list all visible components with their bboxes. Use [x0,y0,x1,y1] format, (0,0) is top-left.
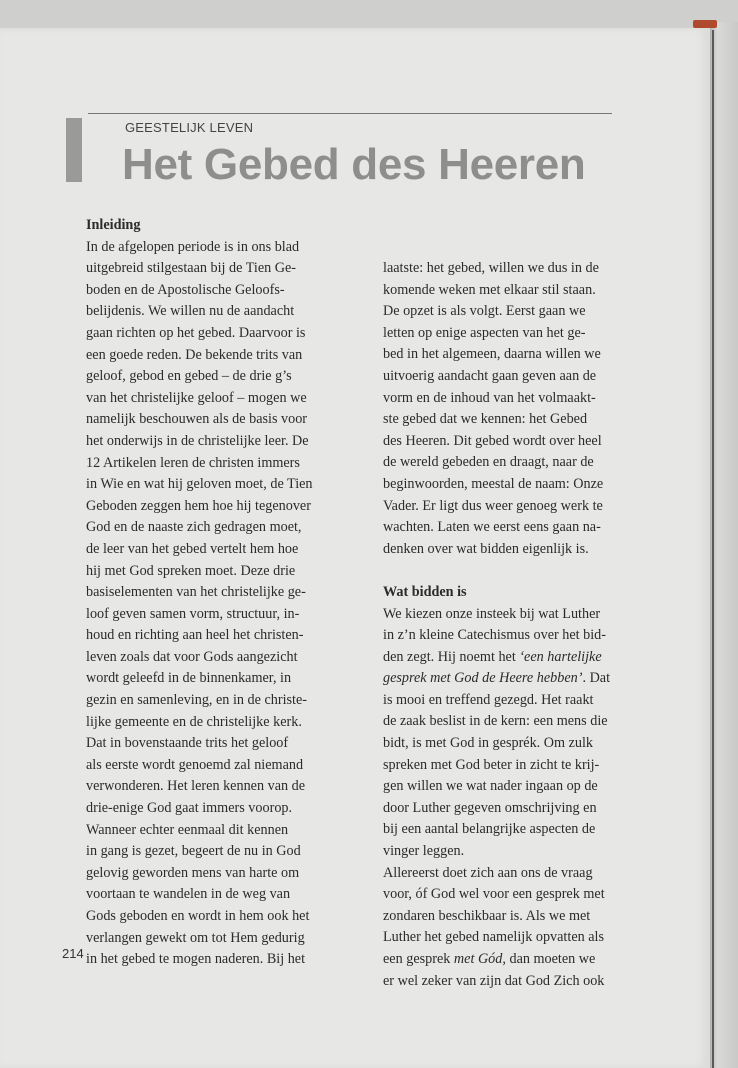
text-line: des Heeren. Dit gebed wordt over heel [383,432,602,449]
text-line: houd en richting aan heel het christen- [86,627,304,644]
text-fragment: . Dat [582,670,611,687]
text-line: verwonderen. Het leren kennen van de [86,778,306,795]
text-fragment: den zegt. Hij noemt het [383,648,520,665]
text-line: is mooi en treffend gezegd. Het raakt [383,691,594,708]
text-line: leven zoals dat voor Gods aangezicht [86,648,298,665]
text-line: uitvoerig aandacht gaan geven aan de [383,367,597,384]
text-line: Gods geboden en wordt in hem ook het [86,908,310,924]
text-line: verlangen gewekt om tot Hem gedurig [86,929,305,946]
text-line: gelovig geworden mens van harte om [86,864,300,881]
text-line: We kiezen onze insteek bij wat Luther [383,605,601,622]
text-line: in het gebed te mogen naderen. Bij het [86,951,306,968]
text-line: er wel zeker van zijn dat God Zich ook [383,972,605,989]
text-line: De opzet is als volgt. Eerst gaan we [383,303,586,320]
article-title: Het Gebed des Heeren [122,140,586,189]
text-line: boden en de Apostolische Geloofs- [86,281,285,298]
section-label: GEESTELIJK LEVEN [125,120,254,135]
text-line: drie-enige God gaat immers voorop. [86,800,293,817]
paragraph-gap [383,560,610,582]
text-line: belijdenis. We willen nu de aandacht [86,303,295,320]
text-fragment: een gesprek [383,951,454,967]
text-line: in gang is gezet, begeert de nu in God [86,843,301,860]
text-line: 12 Artikelen leren de christen immers [86,454,300,471]
page-number: 214 [62,946,84,961]
text-line: loof geven samen vorm, structuur, in- [86,605,300,622]
text-line: door Luther gegeven omschrijving en [383,799,597,816]
text-line: laatste: het gebed, willen we dus in de [383,260,599,276]
text-line: de wereld gebeden en draagt, naar de [383,454,594,471]
text-line: ste gebed dat we kennen: het Gebed [383,411,588,428]
text-line: vorm en de inhoud van het volmaakt- [383,389,596,406]
text-line: basiselementen van het christelijke ge- [86,584,306,601]
left-column [86,215,313,971]
text-line: bed in het algemeen, daarna willen we [383,346,601,363]
text-line: beginwoorden, meestal de naam: Onze [383,475,604,492]
luther-quote: gesprek met God de Heere hebben’ [383,670,583,687]
text-line: letten op enige aspecten van het ge- [383,324,586,341]
text-line: uitgebreid stilgestaan bij de Tien Ge- [86,260,297,277]
text-line: de zaak beslist in de kern: een mens die [383,713,608,730]
text-line: lijke gemeente en de christelijke kerk. [86,713,302,730]
text-line [383,647,610,669]
text-line: bidt, is met God in gesprék. Om zulk [383,735,594,752]
text-line: de leer van het gebed vertelt hem hoe [86,540,299,557]
heading-wat-bidden-is: Wat bidden is [383,583,467,600]
right-column [383,258,610,992]
text-line: in Wie en wat hij geloven moet, de Tien [86,476,313,493]
text-line: van het christelijke geloof – mogen we [86,389,307,406]
text-line: Allereerst doet zich aan ons de vraag [383,864,593,881]
right-column-text-mid [383,690,610,949]
text-line: wordt geleefd in de binnenkamer, in [86,670,292,687]
text-line [383,668,610,690]
text-line: bij een aantal belangrijke aspecten de [383,821,596,838]
text-line: Geboden zeggen hem hoe hij tegenover [86,497,311,514]
text-line: zondaren beschikbaar is. Als we met [383,907,591,924]
text-fragment: , dan moeten we [502,951,596,967]
text-line: gezin en samenleving, en in de christe- [86,692,308,709]
book-spine [706,22,738,1068]
left-column-text [86,237,313,971]
text-line: in z’n kleine Catechismus over het bid- [383,627,606,644]
right-column-text-top [383,258,610,560]
text-line: gaan richten op het gebed. Daarvoor is [86,324,306,341]
text-line: denken over wat bidden eigenlijk is. [383,540,589,557]
luther-quote: ‘een hartelijke [519,648,602,665]
text-line: spreken met God beter in zicht te krij- [383,756,600,773]
text-line: Wanneer echter eenmaal dit kennen [86,821,289,838]
text-line: voortaan te wandelen in de weg van [86,886,291,903]
text-line: hij met God spreken moet. Deze drie [86,562,296,579]
text-line: komende weken met elkaar stil staan. [383,281,596,298]
emphasis-met-god: met Gód [453,951,503,967]
text-line: vinger leggen. [383,843,465,860]
text-line: als eerste wordt genoemd zal niemand [86,756,304,773]
text-line: namelijk beschouwen als de basis voor [86,411,308,428]
section-marker-bar [66,118,82,182]
text-line: het onderwijs in de christelijke leer. De [86,432,309,449]
header-rule [88,113,612,114]
text-line: gen willen we wat nader ingaan op de [383,778,598,795]
text-line: voor, óf God wel voor een gesprek met [383,886,605,903]
text-line: God en de naaste zich gedragen moet, [86,519,302,536]
text-line: Luther het gebed namelijk opvatten als [383,929,605,946]
heading-inleiding: Inleiding [86,217,141,233]
text-line [383,949,610,971]
page-fold-line [712,30,714,1068]
text-line: Dat in bovenstaande trits het geloof [86,735,289,752]
text-line: Vader. Er ligt dus weer genoeg werk te [383,497,603,514]
text-line: In de afgelopen periode is in ons blad [86,238,300,255]
text-line: wachten. Laten we eerst eens gaan na- [383,519,601,536]
bookmark-ribbon [693,20,717,28]
text-line: geloof, gebod en gebed – de drie g’s [86,368,292,385]
text-line: een goede reden. De bekende trits van [86,346,303,363]
